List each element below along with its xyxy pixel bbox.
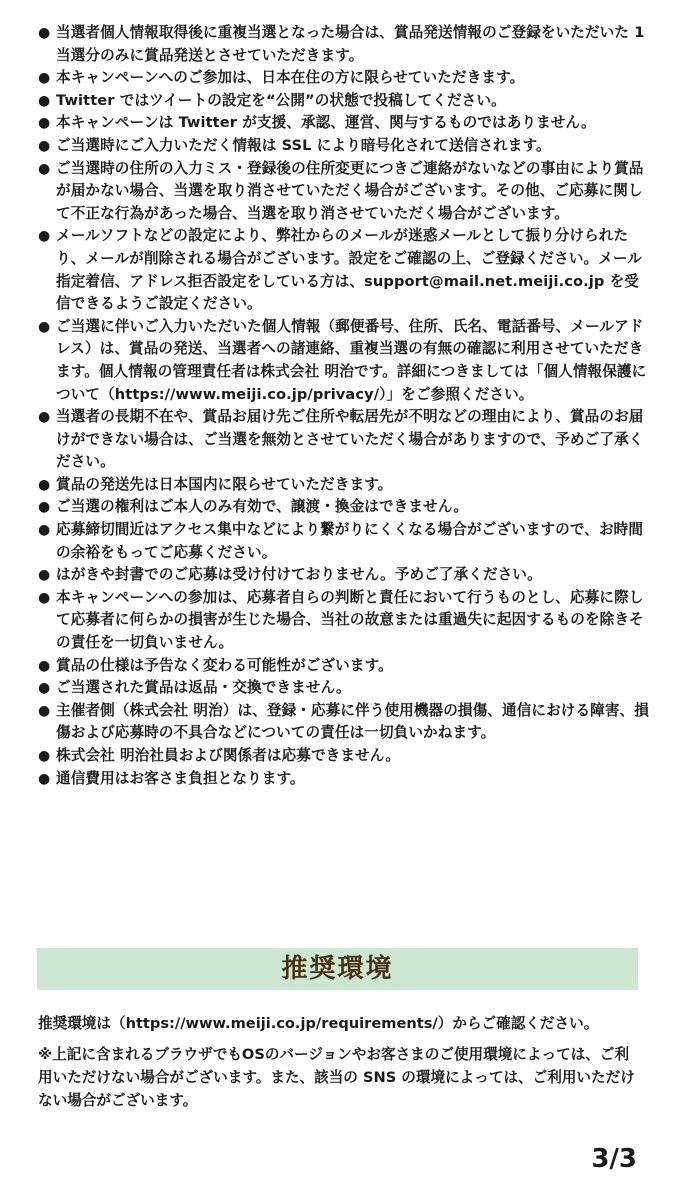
note-text: ご当選時にご入力いただく情報は SSL により暗号化されて送信されます。	[56, 136, 551, 154]
note-text: ご当選時の住所の入力ミス・登録後の住所変更につきご連絡がないなどの事由により賞品が届かない場合、当選を取り消させていただく場合がございます。その他、ご応募に関して不正な行為があった場合、当選を取り消させていただく場合がございます。	[56, 159, 644, 222]
note-item	[38, 700, 650, 745]
note-item	[38, 564, 650, 587]
note-item	[38, 519, 650, 564]
note-text: ご当選の権利はご本人のみ有効で、譲渡・換金はできません。	[56, 498, 469, 516]
bullet-icon: ●	[38, 748, 51, 764]
note-text: メールソフトなどの設定により、弊社からのメールが迷惑メールとして振り分けられたり、メールが削除される場合がございます。設定をご確認の上、ご登録ください。メール指定着信、アドレス拒否設定をしている方は、support@mail.net.meiji.co.jp を受信できるようご設定ください。	[56, 227, 643, 313]
note-item	[38, 135, 650, 158]
note-item	[38, 745, 650, 768]
note-text: ご当選に伴いご入力いただいた個人情報（郵便番号、住所、氏名、電話番号、メールアドレス）は、賞品の発送、当選者への諸連絡、重複当選の有無の確認に利用させていただきます。個人情報の管理責任者は株式会社 明治です。詳細につきましては「個人情報保護について（https://www.meiji.co.jp/privacy/）」をご参照ください。	[56, 317, 647, 403]
note-item	[38, 655, 650, 678]
bullet-icon: ●	[38, 476, 51, 493]
bullet-icon: ●	[38, 522, 51, 539]
bullet-icon: ●	[38, 499, 51, 516]
note-item	[38, 677, 650, 700]
note-text: 本キャンペーンは Twitter が支援、承認、運営、関与するものではありません。	[56, 114, 596, 132]
bullet-icon: ●	[38, 567, 51, 584]
bullet-icon: ●	[38, 770, 51, 787]
note-text: Twitter ではツイートの設定を“公開”の状態で投稿してください。	[56, 91, 506, 109]
section-heading-band	[37, 948, 638, 990]
bullet-icon: ●	[38, 160, 51, 177]
note-item	[38, 112, 650, 135]
bullet-icon: ●	[38, 680, 51, 697]
bullet-icon: ●	[38, 92, 51, 109]
note-item	[38, 587, 650, 655]
note-text: 本キャンペーンへの参加は、応募者自らの判断と責任において行うものとし、応募に際して応募者に何らかの損害が生じた場合、当社の故意または重過失に起因するものを除きその責任を一切負いません。	[56, 588, 644, 652]
note-item	[38, 406, 650, 474]
note-text: 株式会社 明治社員および関係者は応募できません。	[56, 747, 401, 764]
requirements-paragraph: 推奨環境は（https://www.meiji.co.jp/requirements/）からご確認ください。	[38, 1015, 599, 1032]
page-number: 3/3	[591, 1144, 637, 1174]
note-text: 賞品の発送先は日本国内に限らせていただきます。	[56, 475, 393, 493]
note-item	[38, 22, 650, 67]
note-text: 本キャンペーンへのご参加は、日本在住の方に限らせていただきます。	[56, 69, 525, 87]
requirements-note: ※上記に含まれるブラウザでもOSのバージョンやお客さまのご使用環境によっては、ご利用いただけない場合がございます。また、該当の SNS の環境によっては、ご利用いただけない場合がございます。	[38, 1046, 635, 1109]
note-item	[38, 90, 650, 113]
bullet-icon: ●	[38, 409, 51, 426]
note-text: 主催者側（株式会社 明治）は、登録・応募に伴う使用機器の損傷、通信における障害、損傷および応募時の不具合などについての責任は一切負いかねます。	[56, 701, 649, 742]
note-text: 応募締切間近はアクセス集中などにより繋がりにくくなる場合がございますので、お時間の余裕をもってご応募ください。	[56, 521, 644, 561]
note-item	[38, 496, 650, 519]
note-item	[38, 316, 650, 406]
note-text: 通信費用はお客さま負担となります。	[56, 769, 305, 787]
bullet-icon: ●	[38, 702, 51, 719]
bullet-icon: ●	[38, 25, 51, 41]
notes-list	[38, 22, 650, 790]
bullet-icon: ●	[38, 657, 51, 674]
note-item	[38, 225, 650, 315]
bullet-icon: ●	[38, 70, 51, 87]
bullet-icon: ●	[38, 115, 51, 132]
note-text: ご当選された賞品は返品・交換できません。	[56, 679, 351, 697]
bullet-icon: ●	[38, 589, 51, 606]
note-text: はがきや封書でのご応募は受け付けておりません。予めご了承ください。	[56, 566, 542, 584]
note-text: 賞品の仕様は予告なく変わる可能性がございます。	[56, 656, 393, 674]
bullet-icon: ●	[38, 318, 51, 335]
bullet-icon: ●	[38, 137, 51, 154]
section-heading: 推奨環境	[281, 954, 394, 984]
note-text: 当選者個人情報取得後に重複当選となった場合は、賞品発送情報のご登録をいただいた 1 当選分のみに賞品発送とさせていただきます。	[56, 24, 645, 64]
bullet-icon: ●	[38, 228, 51, 245]
note-item	[38, 768, 650, 791]
note-item	[38, 158, 650, 226]
note-text: 当選者の長期不在や、賞品お届け先ご住所や転居先が不明などの理由により、賞品のお届けができない場合は、ご当選を無効とさせていただく場合がありますので、予めご了承ください。	[56, 408, 644, 471]
note-item	[38, 474, 650, 497]
note-item	[38, 67, 650, 90]
